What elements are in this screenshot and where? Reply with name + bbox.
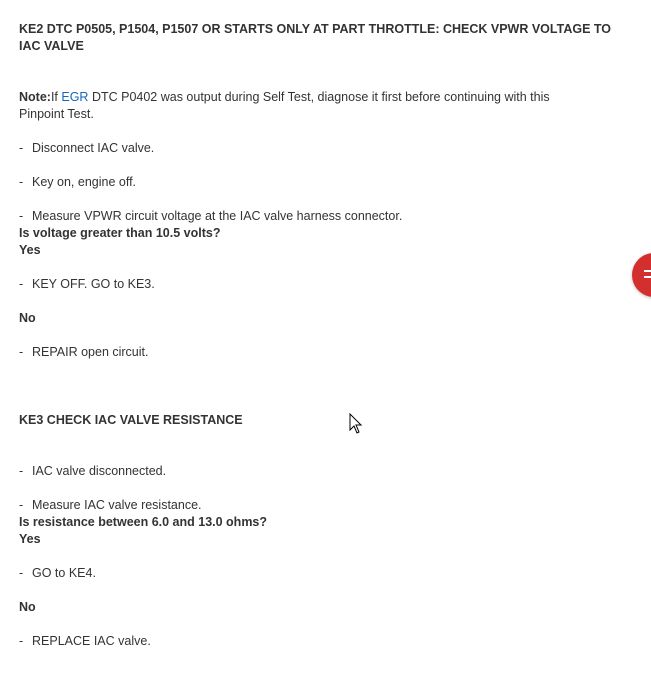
action-text: REPAIR open circuit. — [32, 345, 149, 359]
ke2-yes-label: Yes — [19, 243, 41, 257]
bullet-dash: - — [19, 498, 24, 512]
ke2-step-3 — [19, 208, 402, 225]
ke3-step-2 — [19, 497, 202, 514]
bullet-dash: - — [19, 277, 24, 291]
ke2-step-1 — [19, 140, 154, 157]
action-text: KEY OFF. GO to KE3. — [32, 277, 155, 291]
ke2-step-2 — [19, 174, 136, 191]
note-text: DTC P0402 was output during Self Test, diagnose it first before continuing with this — [88, 90, 550, 104]
note-pre: If — [50, 90, 62, 104]
note-label: Note: — [19, 90, 51, 104]
ke3-yes-action — [19, 565, 96, 582]
ke3-no-label: No — [19, 600, 36, 614]
bullet-dash: - — [19, 175, 24, 189]
ke2-no-action — [19, 344, 148, 361]
step-text: Disconnect IAC valve. — [32, 141, 155, 155]
ke3-question: Is resistance between 6.0 and 13.0 ohms? — [19, 515, 268, 529]
floating-menu-button[interactable] — [632, 253, 651, 297]
egr-link[interactable]: EGR — [61, 90, 89, 104]
ke3-yes-label: Yes — [19, 532, 41, 546]
ke2-note-line1 — [19, 89, 550, 106]
bullet-dash: - — [19, 345, 24, 359]
ke2-yes-action — [19, 276, 155, 293]
step-text: Key on, engine off. — [32, 175, 137, 189]
ke3-no-action — [19, 633, 151, 650]
bullet-dash: - — [19, 634, 24, 648]
action-text: GO to KE4. — [32, 566, 96, 580]
ke2-no-label: No — [19, 311, 36, 325]
bullet-dash: - — [19, 464, 24, 478]
ke2-question: Is voltage greater than 10.5 volts? — [19, 226, 221, 240]
ke3-title: KE3 CHECK IAC VALVE RESISTANCE — [19, 413, 243, 427]
step-text: Measure VPWR circuit voltage at the IAC valve harness connector. — [32, 209, 403, 223]
bullet-dash: - — [19, 566, 24, 580]
action-text: REPLACE IAC valve. — [32, 634, 151, 648]
ke2-title: KE2 DTC P0505, P1504, P1507 OR STARTS ONLY AT PART THROTTLE: CHECK VPWR VOLTAGE TO IAC VALVE — [19, 22, 612, 53]
bullet-dash: - — [19, 141, 24, 155]
step-text: IAC valve disconnected. — [32, 464, 167, 478]
mouse-cursor-icon — [349, 413, 363, 435]
ke2-note-line2: Pinpoint Test. — [19, 107, 94, 121]
ke3-step-1 — [19, 463, 166, 480]
bullet-dash: - — [19, 209, 24, 223]
step-text: Measure IAC valve resistance. — [32, 498, 202, 512]
